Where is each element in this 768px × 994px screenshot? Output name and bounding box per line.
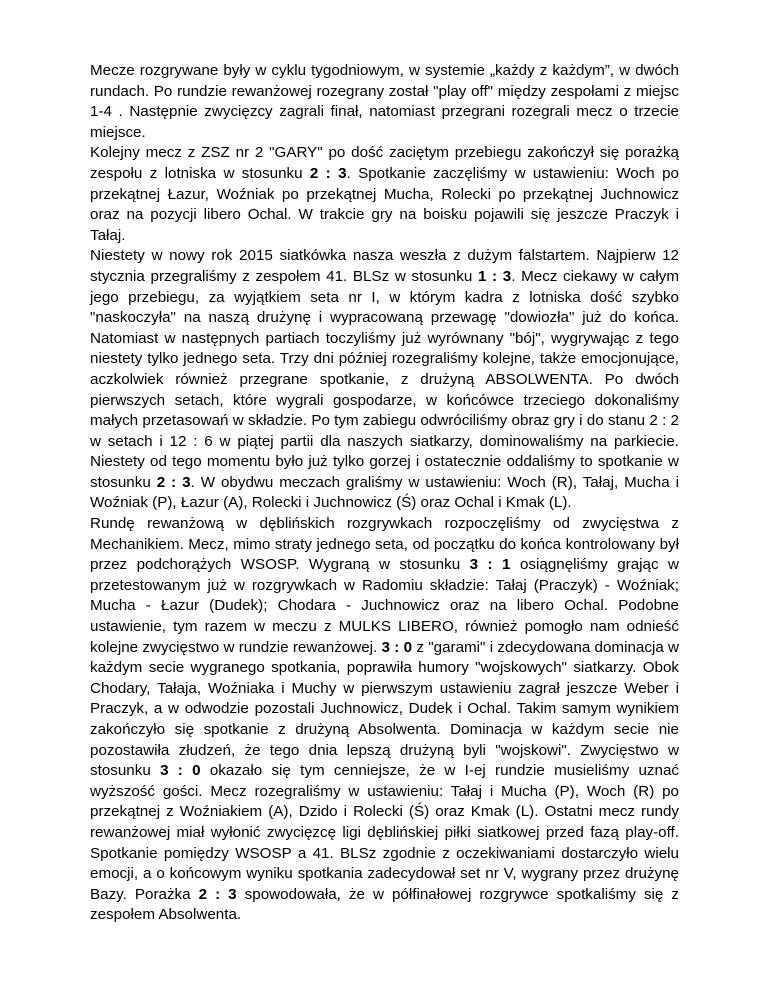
text-run: spowodowała, że w półfinałowej rozgrywce spotkaliśmy się z zespołem Absolwenta.: [90, 885, 679, 924]
score-text: 2 : 3: [198, 885, 237, 903]
score-text: 2 : 3: [309, 164, 347, 182]
paragraph: [90, 514, 679, 926]
text-run: okazało się tym cenniejsze, że w I-ej rundzie musieliśmy uznać wyższość gości. Mecz rozegraliśmy w ustawieniu: Tałaj i Mucha (P), Woch (R) po przekątnej z Woźniakiem (A), Dzido i Rolecki (Ś) oraz Kmak (L). Ostatni mecz rundy rewanżowej miał wyłonić zwycięzcę ligi dęblińskiej piłki siatkowej przed fazą play-off. Spotkanie pomiędzy WSOSP a 41. BLSz zgodnie z oczekiwaniami dostarczyło wielu emocji, a o końcowym wyniku spotkania zadecydował set nr V, wygrany przez drużynę Bazy. Porażka: [90, 762, 680, 903]
paragraph: [90, 246, 679, 514]
text-run: . Mecz ciekawy w całym jego przebiegu, za wyjątkiem seta nr I, w którym kadra z lotniska dość szybko "naskoczyła" na naszą drużynę i wypracowaną przewagę "dowiozła" już do końca. Natomiast w następnych partiach toczyliśmy już wyrównany "bój", wygrywając z tego niestety tylko jednego seta. Trzy dni później rozegraliśmy kolejne, także emocjonujące, aczkolwiek również przegrane spotkanie, z drużyną ABSOLWENTA. Po dwóch pierwszych setach, które wygrali gospodarze, w końcówce trzeciego dokonaliśmy małych przetasowań w składzie. Po tym zabiegu odwróciliśmy obraz gry i do stanu 2 : 2 w setach i 12 : 6 w piątej partii dla naszych siatkarzy, dominowaliśmy na parkiecie. Niestety od tego momentu było już tylko gorzej i ostatecznie oddaliśmy to spotkanie w stosunku: [90, 267, 679, 491]
text-run: Mecze rozgrywane były w cyklu tygodniowym, w systemie „każdy z każdym”, w dwóch rundach. Po rundzie rewanżowej rozegrany został "play off" między zespołami z miejsc 1-4 . Następnie zwycięzcy zagrali finał, natomiast przegrani rozegrali mecz o trzecie miejsce.: [90, 62, 679, 141]
score-text: 3 : 0: [381, 638, 413, 656]
text-run: . W obydwu meczach graliśmy w ustawieniu: Woch (R), Tałaj, Mucha i Woźniak (P), Łazur (A), Rolecki i Juchnowicz (Ś) oraz Ochal i Kmak (L).: [90, 473, 679, 512]
text-run: Rundę rewanżową w dęblińskich rozgrywkach rozpoczęliśmy od zwycięstwa z Mechanikiem. Mecz, mimo straty jednego seta, od początku do końca kontrolowany był przez podchorążych WSOSP. Wygraną w stosunku: [90, 515, 679, 574]
score-text: 3 : 0: [160, 762, 201, 780]
text-run: Kolejny mecz z ZSZ nr 2 "GARY" po dość zaciętym przebiegu zakończył się porażką zespołu z lotniska w stosunku: [90, 144, 679, 182]
text-run: Niestety w nowy rok 2015 siatkówka nasza weszła z dużym falstartem. Najpierw 12 stycznia przegraliśmy z zespołem 41. BLSz w stosunku: [90, 247, 679, 285]
paragraph: [90, 61, 679, 143]
score-text: 1 : 3: [477, 267, 512, 285]
text-run: z "garami" i zdecydowana dominacja w każdym secie wygranego spotkania, poprawiła humory "wojskowych" siatkarzy. Obok Chodary, Tałaja, Woźniaka i Muchy w pierwszym ustawieniu zagrał jeszcze Weber i Praczyk, a w odwodzie pozostali Juchnowicz, Dudek i Ochal. Takim samym wynikiem zakończyło się spotkanie z drużyną Absolwenta. Dominacja w każdym secie nie pozostawiła złudzeń, że tego dnia lepszą drużyną byli "wojskowi". Zwycięstwo w stosunku: [90, 638, 680, 780]
paragraph: [90, 143, 679, 246]
text-run: . Spotkanie zaczęliśmy w ustawieniu: Woch po przekątnej Łazur, Woźniak po przekątnej Mucha, Rolecki po przekątnej Juchnowicz oraz na pozycji libero Ochal. W trakcie gry na boisku pojawili się jeszcze Praczyk i Tałaj.: [90, 164, 679, 244]
text-run: osiągnęliśmy grając w przetestowanym już w rozgrywkach w Radomiu składzie: Tałaj (Praczyk) - Woźniak; Mucha - Łazur (Dudek); Chodara - Juchnowicz oraz na libero Ochal. Podobne ustawienie, tym razem w meczu z MULKS LIBERO, również pomogło nam odnieść kolejne zwycięstwo w rundzie rewanżowej.: [90, 556, 680, 656]
score-text: 2 : 3: [156, 473, 191, 491]
document-page: [90, 61, 679, 926]
score-text: 3 : 1: [469, 556, 511, 574]
